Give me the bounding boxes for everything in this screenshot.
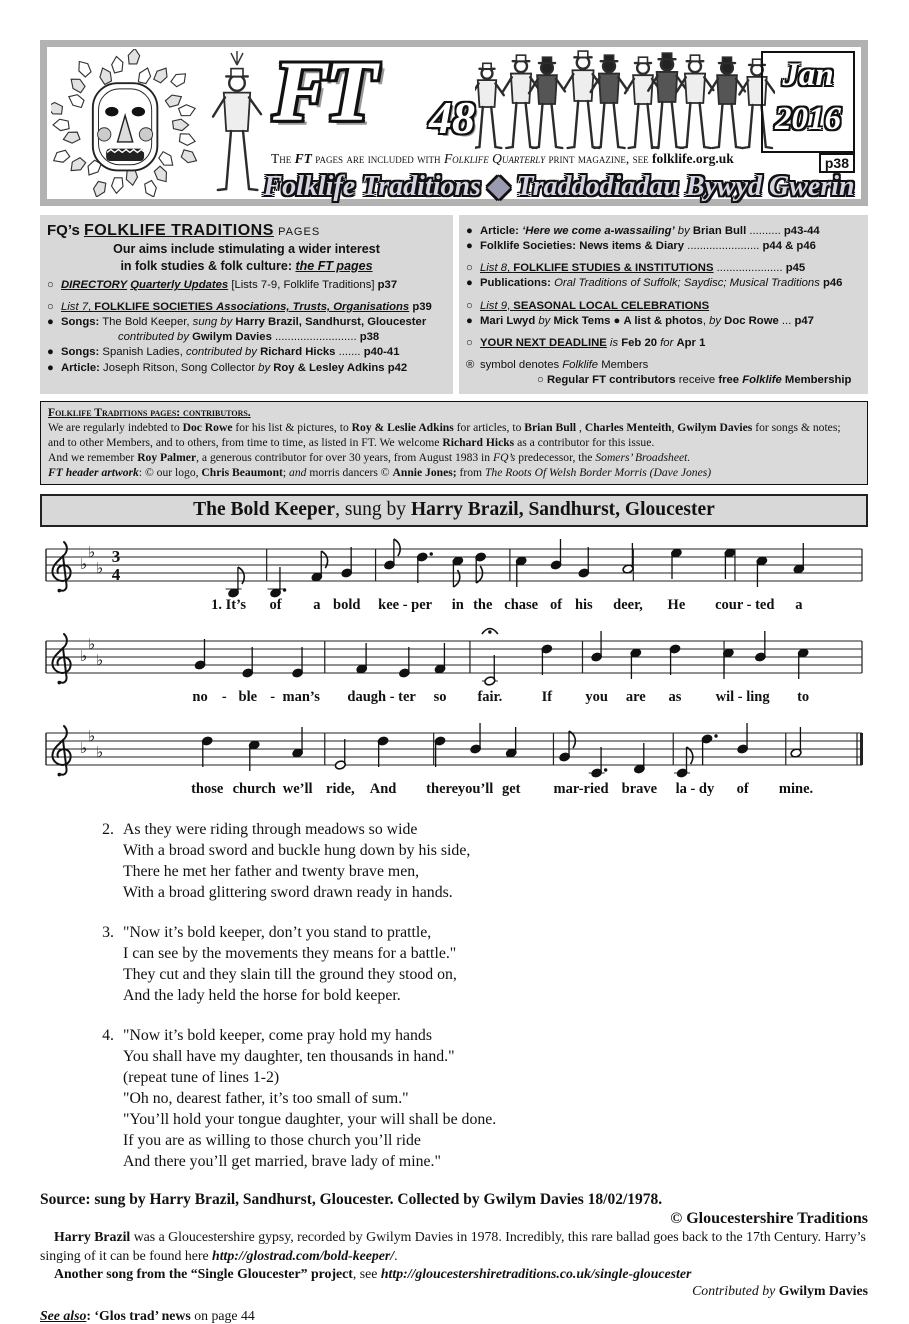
text-segment: p40-41 [363, 346, 400, 359]
text-segment: in folk studies & folk culture: [120, 258, 296, 273]
lyric-syllable: deer, [613, 597, 643, 614]
text-segment: Oral Traditions of Suffolk; Saydisc; Musical Traditions [554, 277, 820, 290]
bullet-spacer [466, 373, 480, 388]
lyric-syllable: of [736, 781, 749, 798]
toc-item-text [480, 336, 861, 351]
text-segment: Somers’ Broadsheet. [595, 451, 691, 465]
text-segment: p44 & p46 [762, 240, 816, 253]
toc-item-text [480, 276, 861, 291]
lyric-syllable: church [232, 781, 276, 798]
text-segment: p46 [823, 277, 843, 290]
lyric-syllable: man’s [282, 689, 320, 706]
text-segment: by [538, 314, 551, 327]
text-segment: ‘Glos trad’ news [94, 1308, 191, 1324]
lyric-syllable: are [625, 689, 646, 706]
text-segment: Charles Menteith [584, 421, 672, 435]
contributed-by-line [40, 1283, 868, 1299]
aims-line-2 [47, 258, 446, 274]
lyric-syllable: He [667, 597, 686, 614]
text-segment: by [709, 314, 722, 327]
text-segment: Chris Beaumont [201, 466, 283, 480]
lyric-syllable: in [451, 597, 464, 614]
contributors-line-2 [48, 450, 860, 465]
verse-line: As they were riding through meadows so wide [123, 821, 418, 839]
toc-item-text [480, 299, 861, 314]
text-segment: Article: [480, 225, 523, 237]
lyric-syllable: brave [621, 781, 658, 798]
lyric-syllable: to [797, 689, 810, 706]
stave-svg [40, 529, 868, 621]
morris-dancers-artwork [475, 49, 775, 155]
text-segment: Richard Hicks [442, 436, 515, 450]
toc-item [47, 361, 446, 376]
toc-item-text [480, 261, 861, 276]
text-segment: A list & photos [623, 314, 703, 327]
text-segment: http://gloucestershiretraditions.co.uk/single-gloucester [380, 1265, 692, 1281]
toc-left-items [47, 278, 446, 376]
verse-lines [123, 1025, 868, 1172]
text-segment: , a generous contributor for over 30 years, from August 1983 in [196, 451, 493, 465]
text-segment: ‘Here we come a-wassailing’ [522, 225, 675, 237]
text-segment: p37 [377, 278, 398, 291]
text-segment: was a Gloucestershire gypsy, recorded by Gwilym Davies in 1978. Incredibly, this rare ballad goes back to the 17th Century. Harry’s singing of it can be found here [40, 1229, 866, 1263]
lyric-syllable: so [433, 689, 447, 706]
sheet-music [40, 529, 868, 805]
verse-line: With a broad sword and buckle hung down by his side, [123, 842, 471, 860]
text-segment: Publications: [480, 277, 555, 290]
diamond-icon: ◆ [487, 171, 510, 202]
stave-svg [40, 621, 868, 713]
toc-item [466, 314, 861, 329]
ft-logo: FT [273, 43, 371, 139]
verse-number: 4. [102, 1027, 114, 1045]
toc-item [466, 261, 861, 276]
lyric-syllable: kee - per [378, 597, 433, 614]
text-segment: Associations, Trusts, Organisations [216, 301, 410, 314]
issue-number: 48 [429, 92, 475, 143]
issue-month: Jan [782, 57, 834, 93]
text-segment: pages are included with [311, 151, 444, 166]
verse-line: There he met her father and twenty brave men, [123, 863, 420, 881]
banner-title-cy: Traddodiadau Bywyd Gwerin [516, 171, 855, 202]
verse-line: If you are as willing to those church you’ll ride [123, 1132, 421, 1150]
text-segment: And we remember [48, 451, 138, 465]
song-title-bar [40, 494, 868, 527]
toc-item-text [480, 373, 861, 388]
text-segment: See also [40, 1308, 87, 1324]
header-banner [233, 169, 885, 203]
open-bullet-icon: ○ [466, 262, 473, 275]
text-segment: Gwilym Davies [778, 1283, 868, 1299]
text-segment: p39 [412, 301, 432, 314]
text-segment: DIRECTORY [61, 278, 128, 291]
text-segment: Doc Rowe [182, 421, 233, 435]
music-stave-1 [40, 529, 868, 621]
text-segment: sung by [192, 316, 236, 329]
contributors-box [40, 401, 868, 485]
lyric-syllable: his [574, 597, 593, 614]
filled-bullet-icon: ● [466, 225, 473, 237]
text-segment: Songs: [61, 316, 100, 329]
text-segment: Folklife [742, 374, 782, 386]
lyric-syllable: - [270, 689, 276, 706]
toc-item [47, 278, 446, 293]
toc-heading [47, 220, 446, 241]
verse-line: "Now it’s bold keeper, don’t you stand to prattle, [123, 924, 432, 942]
toc-item-text [480, 239, 861, 254]
text-segment: : © our logo, [138, 466, 202, 480]
lyric-syllable: If [541, 689, 553, 706]
header-tagline [271, 151, 831, 167]
text-segment: The Roots Of Welsh Border Morris (Dave Jones) [484, 466, 712, 480]
text-segment: stimulating a wider interest [218, 242, 380, 257]
filled-bullet-icon: ● [466, 277, 473, 290]
source-paragraph-1 [40, 1228, 868, 1264]
text-segment: Joseph Ritson, Song Collector [99, 361, 259, 374]
text-segment: the FT pages [295, 258, 373, 273]
text-segment: for [657, 336, 677, 349]
text-segment: Folklife [562, 358, 599, 371]
text-segment: ● [610, 314, 624, 327]
flat-sign: ♭ [88, 543, 96, 562]
lyric-syllable: of [269, 597, 282, 614]
text-segment: List 8 [480, 262, 508, 275]
toc-item [466, 239, 861, 254]
text-segment: p45 [785, 262, 806, 275]
text-segment: Folklife Quarterly [443, 151, 546, 166]
toc-item-text [61, 330, 446, 345]
text-segment: Roy & Leslie Adkins [351, 421, 454, 435]
text-segment: from [456, 466, 485, 480]
text-segment: YOUR NEXT DEADLINE [480, 336, 607, 349]
lyric-syllable: there [426, 781, 459, 798]
text-segment: Source: sung by Harry Brazil, Sandhurst, Gloucester. Collected by Gwilym Davies 18/02/1978. [40, 1191, 663, 1209]
toc-left-panel [40, 215, 453, 394]
text-segment: for songs & notes; and to other Members, and to others, from time to time, as listed in FT. We welcome [48, 421, 841, 450]
text-segment: , Sandhurst, Gloucester [518, 499, 715, 521]
verse-line: "You’ll hold your tongue daughter, your will shall be done. [123, 1111, 497, 1129]
text-segment: FT [294, 151, 312, 166]
stave-svg [40, 713, 868, 805]
lyric-syllable: ride, [326, 781, 355, 798]
lyric-syllable: bold [333, 597, 361, 614]
lyric-syllable: no [192, 689, 208, 706]
verse-block [88, 1025, 868, 1172]
text-segment: morris dancers © [306, 466, 393, 480]
text-segment: Gwilym Davies [677, 421, 753, 435]
text-segment: Mick Tems [553, 314, 611, 327]
verse-number: 3. [102, 924, 114, 942]
contributors-heading [48, 405, 860, 420]
text-segment: [Lists 7-9, Folklife Traditions] [228, 278, 378, 291]
music-stave-3 [40, 713, 868, 805]
text-segment: by [677, 225, 690, 237]
text-segment: Brian Bull [524, 421, 577, 435]
music-stave-2 [40, 621, 868, 713]
text-segment: print magazine, see [545, 151, 653, 166]
text-segment: folklife.org.uk [652, 151, 734, 166]
lyric-syllable: cour - ted [715, 597, 775, 614]
text-segment: List 9 [480, 299, 508, 312]
text-segment: Harry Brazil, Sandhurst, Gloucester [235, 316, 427, 329]
toc-heading-prefix: FQ’s [47, 222, 84, 239]
text-segment: ... [778, 314, 795, 327]
text-segment: List 7 [61, 301, 89, 314]
verse-line: And the lady held the horse for bold keeper. [123, 987, 401, 1005]
table-of-contents [40, 215, 868, 394]
toc-item-text [61, 300, 446, 315]
filled-bullet-icon: ● [466, 314, 473, 327]
flat-sign: ♭ [96, 559, 104, 578]
text-segment: SEASONAL LOCAL CELEBRATIONS [513, 299, 710, 312]
text-segment: : [86, 1308, 95, 1324]
toc-item [466, 299, 861, 314]
lyric-syllable: get [501, 781, 521, 798]
verse-line: And there you’ll get married, brave lady of mine." [123, 1153, 441, 1171]
text-segment: The Bold Keeper, [99, 316, 193, 329]
text-segment: Our aims [113, 242, 168, 257]
toc-item-text [61, 315, 446, 330]
toc-item [466, 276, 861, 291]
leaf-mask-artwork [51, 49, 203, 197]
flat-sign: ♭ [88, 635, 96, 654]
text-segment: Apr 1 [676, 336, 706, 349]
toc-item [47, 300, 446, 315]
text-segment: free [718, 374, 743, 386]
source-paragraph-2 [40, 1265, 868, 1283]
text-segment: , [702, 314, 710, 327]
toc-item [466, 373, 861, 388]
text-segment: Members [598, 358, 649, 371]
verse-line: They cut and they slain till the ground they stood on, [123, 966, 457, 984]
text-segment: on page 44 [190, 1308, 255, 1324]
text-segment: Gwilym Davies [192, 331, 272, 344]
text-segment: Roy Palmer [137, 451, 197, 465]
toc-item [47, 330, 446, 345]
text-segment: receive [675, 374, 719, 386]
text-segment: Regular FT contributors [546, 374, 676, 386]
text-segment: Article: [61, 361, 100, 374]
lyric-syllable: daugh - ter [347, 689, 416, 706]
contributors-line-1 [48, 420, 860, 450]
toc-item [466, 336, 861, 351]
filled-bullet-icon: ● [466, 240, 473, 253]
toc-heading-suffix: PAGES [278, 226, 321, 238]
flat-sign: ♭ [88, 727, 96, 746]
time-signature: 3 [111, 547, 121, 567]
text-segment: Quarterly Updates [130, 278, 229, 291]
text-segment: by [258, 361, 271, 374]
verse-line: "Now it’s bold keeper, come pray hold my hands [123, 1027, 432, 1045]
text-segment: as a contributor for this issue. [514, 436, 655, 450]
issue-date-box [761, 51, 855, 153]
toc-right-panel [459, 215, 868, 394]
text-segment: , sung by [335, 499, 411, 521]
text-segment: Harry Brazil [54, 1229, 131, 1245]
lyric-syllable: you’ll [457, 781, 494, 798]
lyric-syllable: the [473, 597, 493, 614]
lyric-syllable: ble [238, 689, 258, 706]
lyric-syllable: 1. It’s [211, 597, 247, 614]
verse-number: 2. [102, 821, 114, 839]
filled-bullet-icon: ● [47, 316, 54, 329]
text-segment: p43-44 [783, 225, 820, 237]
toc-item [466, 358, 861, 373]
text-segment: p47 [794, 314, 814, 327]
toc-item-text [61, 345, 446, 360]
lyric-syllable: those [191, 781, 224, 798]
verse-line: (repeat tune of lines 1-2) [123, 1069, 280, 1087]
verse-line: You shall have my daughter, ten thousands in hand." [123, 1048, 455, 1066]
banner-title-en: Folklife Traditions [263, 171, 481, 202]
lyric-syllable: we’ll [282, 781, 313, 798]
aims-line-1 [47, 241, 446, 257]
page-header [40, 40, 868, 206]
text-segment: is [606, 336, 622, 349]
text-segment: Doc Rowe [724, 314, 779, 327]
lyric-syllable: la - dy [675, 781, 715, 798]
issue-year: 2016 [775, 101, 841, 137]
copyright-line: © Gloucestershire Traditions [670, 1210, 868, 1228]
verse-line: With a broad glittering sword drawn ready in hands. [123, 884, 453, 902]
toc-right-items [466, 224, 861, 388]
text-segment: , [88, 301, 95, 314]
verse-lines [123, 922, 868, 1006]
text-segment: ..................... [713, 262, 786, 275]
lyric-syllable: And [369, 781, 397, 798]
registered-symbol-icon: ® [466, 358, 475, 371]
flat-sign: ♭ [80, 739, 88, 758]
text-segment: FQ’s [492, 451, 516, 465]
text-segment: Feb 20 [621, 336, 658, 349]
toc-item-text [480, 224, 861, 239]
text-segment: Harry Brazil [410, 499, 519, 521]
page-number-badge: p38 [819, 153, 855, 173]
filled-bullet-icon: ● [47, 346, 54, 359]
text-segment: Another song from the “Single Gloucester” project [54, 1265, 353, 1281]
lyric-syllable: a [795, 597, 803, 614]
lyric-syllable: fair. [477, 689, 503, 706]
text-segment: for articles, to [453, 421, 525, 435]
text-segment: FT header artwork [48, 466, 139, 480]
toc-item-text [480, 314, 861, 329]
toc-item-text [61, 361, 446, 376]
source-section [40, 1191, 868, 1324]
text-segment: We are regularly indebted to [48, 421, 183, 435]
flat-sign: ♭ [80, 647, 88, 666]
text-segment: . [394, 1247, 398, 1263]
text-segment: and [289, 466, 307, 480]
verse-lines [123, 819, 868, 903]
text-segment: Annie Jones; [392, 466, 457, 480]
text-segment: symbol denotes [480, 358, 563, 371]
text-segment: .......... [746, 225, 784, 237]
text-segment: ○ [537, 374, 547, 386]
text-segment: , [507, 262, 514, 275]
text-segment: p42 [387, 361, 408, 374]
text-segment: , see [352, 1265, 381, 1281]
lyric-syllable: as [668, 689, 682, 706]
toc-item [466, 224, 861, 239]
time-signature: 4 [111, 565, 121, 585]
toc-item-text [480, 358, 861, 373]
lyric-syllable: mine. [778, 781, 814, 798]
text-segment: ....... [335, 346, 364, 359]
text-segment: , [576, 421, 585, 435]
text-segment: contributed by [118, 331, 193, 344]
verse-block [88, 819, 868, 903]
lyric-syllable: of [550, 597, 563, 614]
text-segment: predecessor, the [515, 451, 596, 465]
lyric-syllable: - [221, 689, 227, 706]
open-bullet-icon: ○ [47, 278, 54, 291]
text-segment: FOLKLIFE SOCIETIES [94, 301, 217, 314]
lyric-syllable: mar-ried [553, 781, 609, 798]
text-segment: Songs: [61, 346, 100, 359]
lyric-syllable: chase [504, 597, 539, 614]
text-segment: Contributed by [692, 1283, 779, 1299]
text-segment: ....................... [684, 240, 763, 253]
text-segment: FOLKLIFE STUDIES & INSTITUTIONS [513, 262, 714, 275]
verse-block [88, 922, 868, 1006]
text-segment: The Bold Keeper [193, 499, 336, 521]
text-segment: Brian Bull [692, 225, 747, 237]
text-segment: Richard Hicks [260, 346, 336, 359]
flat-sign: ♭ [80, 555, 88, 574]
verse-line: I can see by the movements they means for a battle." [123, 945, 457, 963]
toc-item [47, 345, 446, 360]
lyric-syllable: you [585, 689, 608, 706]
text-segment: Membership [781, 374, 852, 386]
bullet-spacer [47, 330, 61, 345]
text-segment: Roy & Lesley Adkins [273, 361, 385, 374]
text-segment: Folklife Traditions pages: contributors. [48, 406, 251, 420]
toc-item [47, 315, 446, 330]
filled-bullet-icon: ● [47, 361, 54, 374]
verse-line: "Oh no, dearest father, it’s too small of sum." [123, 1090, 409, 1108]
open-bullet-icon: ○ [466, 299, 473, 312]
text-segment: contributed by [185, 346, 261, 359]
see-also-line [40, 1308, 868, 1324]
text-segment: Spanish Ladies, [99, 346, 186, 359]
text-segment: Mari Lwyd [480, 314, 539, 327]
flat-sign: ♭ [96, 743, 104, 762]
text-segment: , [671, 421, 678, 435]
text-segment: The [271, 151, 295, 166]
contributors-line-3 [48, 465, 860, 480]
text-segment: .......................... [271, 331, 360, 344]
source-line [40, 1191, 868, 1209]
verses [88, 819, 868, 1172]
toc-heading-main: FOLKLIFE TRADITIONS [83, 222, 274, 239]
lyric-syllable: wil - ling [715, 689, 770, 706]
toc-item-text [61, 278, 446, 293]
text-segment: for his list & pictures, to [232, 421, 352, 435]
flat-sign: ♭ [96, 651, 104, 670]
text-segment: Folklife Societies: News items & Diary [480, 240, 685, 253]
text-segment: ; [282, 466, 290, 480]
open-bullet-icon: ○ [47, 301, 54, 314]
lyric-syllable: a [313, 597, 321, 614]
text-segment: http://glostrad.com/bold-keeper/ [212, 1247, 395, 1263]
text-segment: include [167, 242, 219, 257]
text-segment: , [507, 299, 514, 312]
text-segment: p38 [359, 331, 380, 344]
open-bullet-icon: ○ [466, 336, 473, 349]
